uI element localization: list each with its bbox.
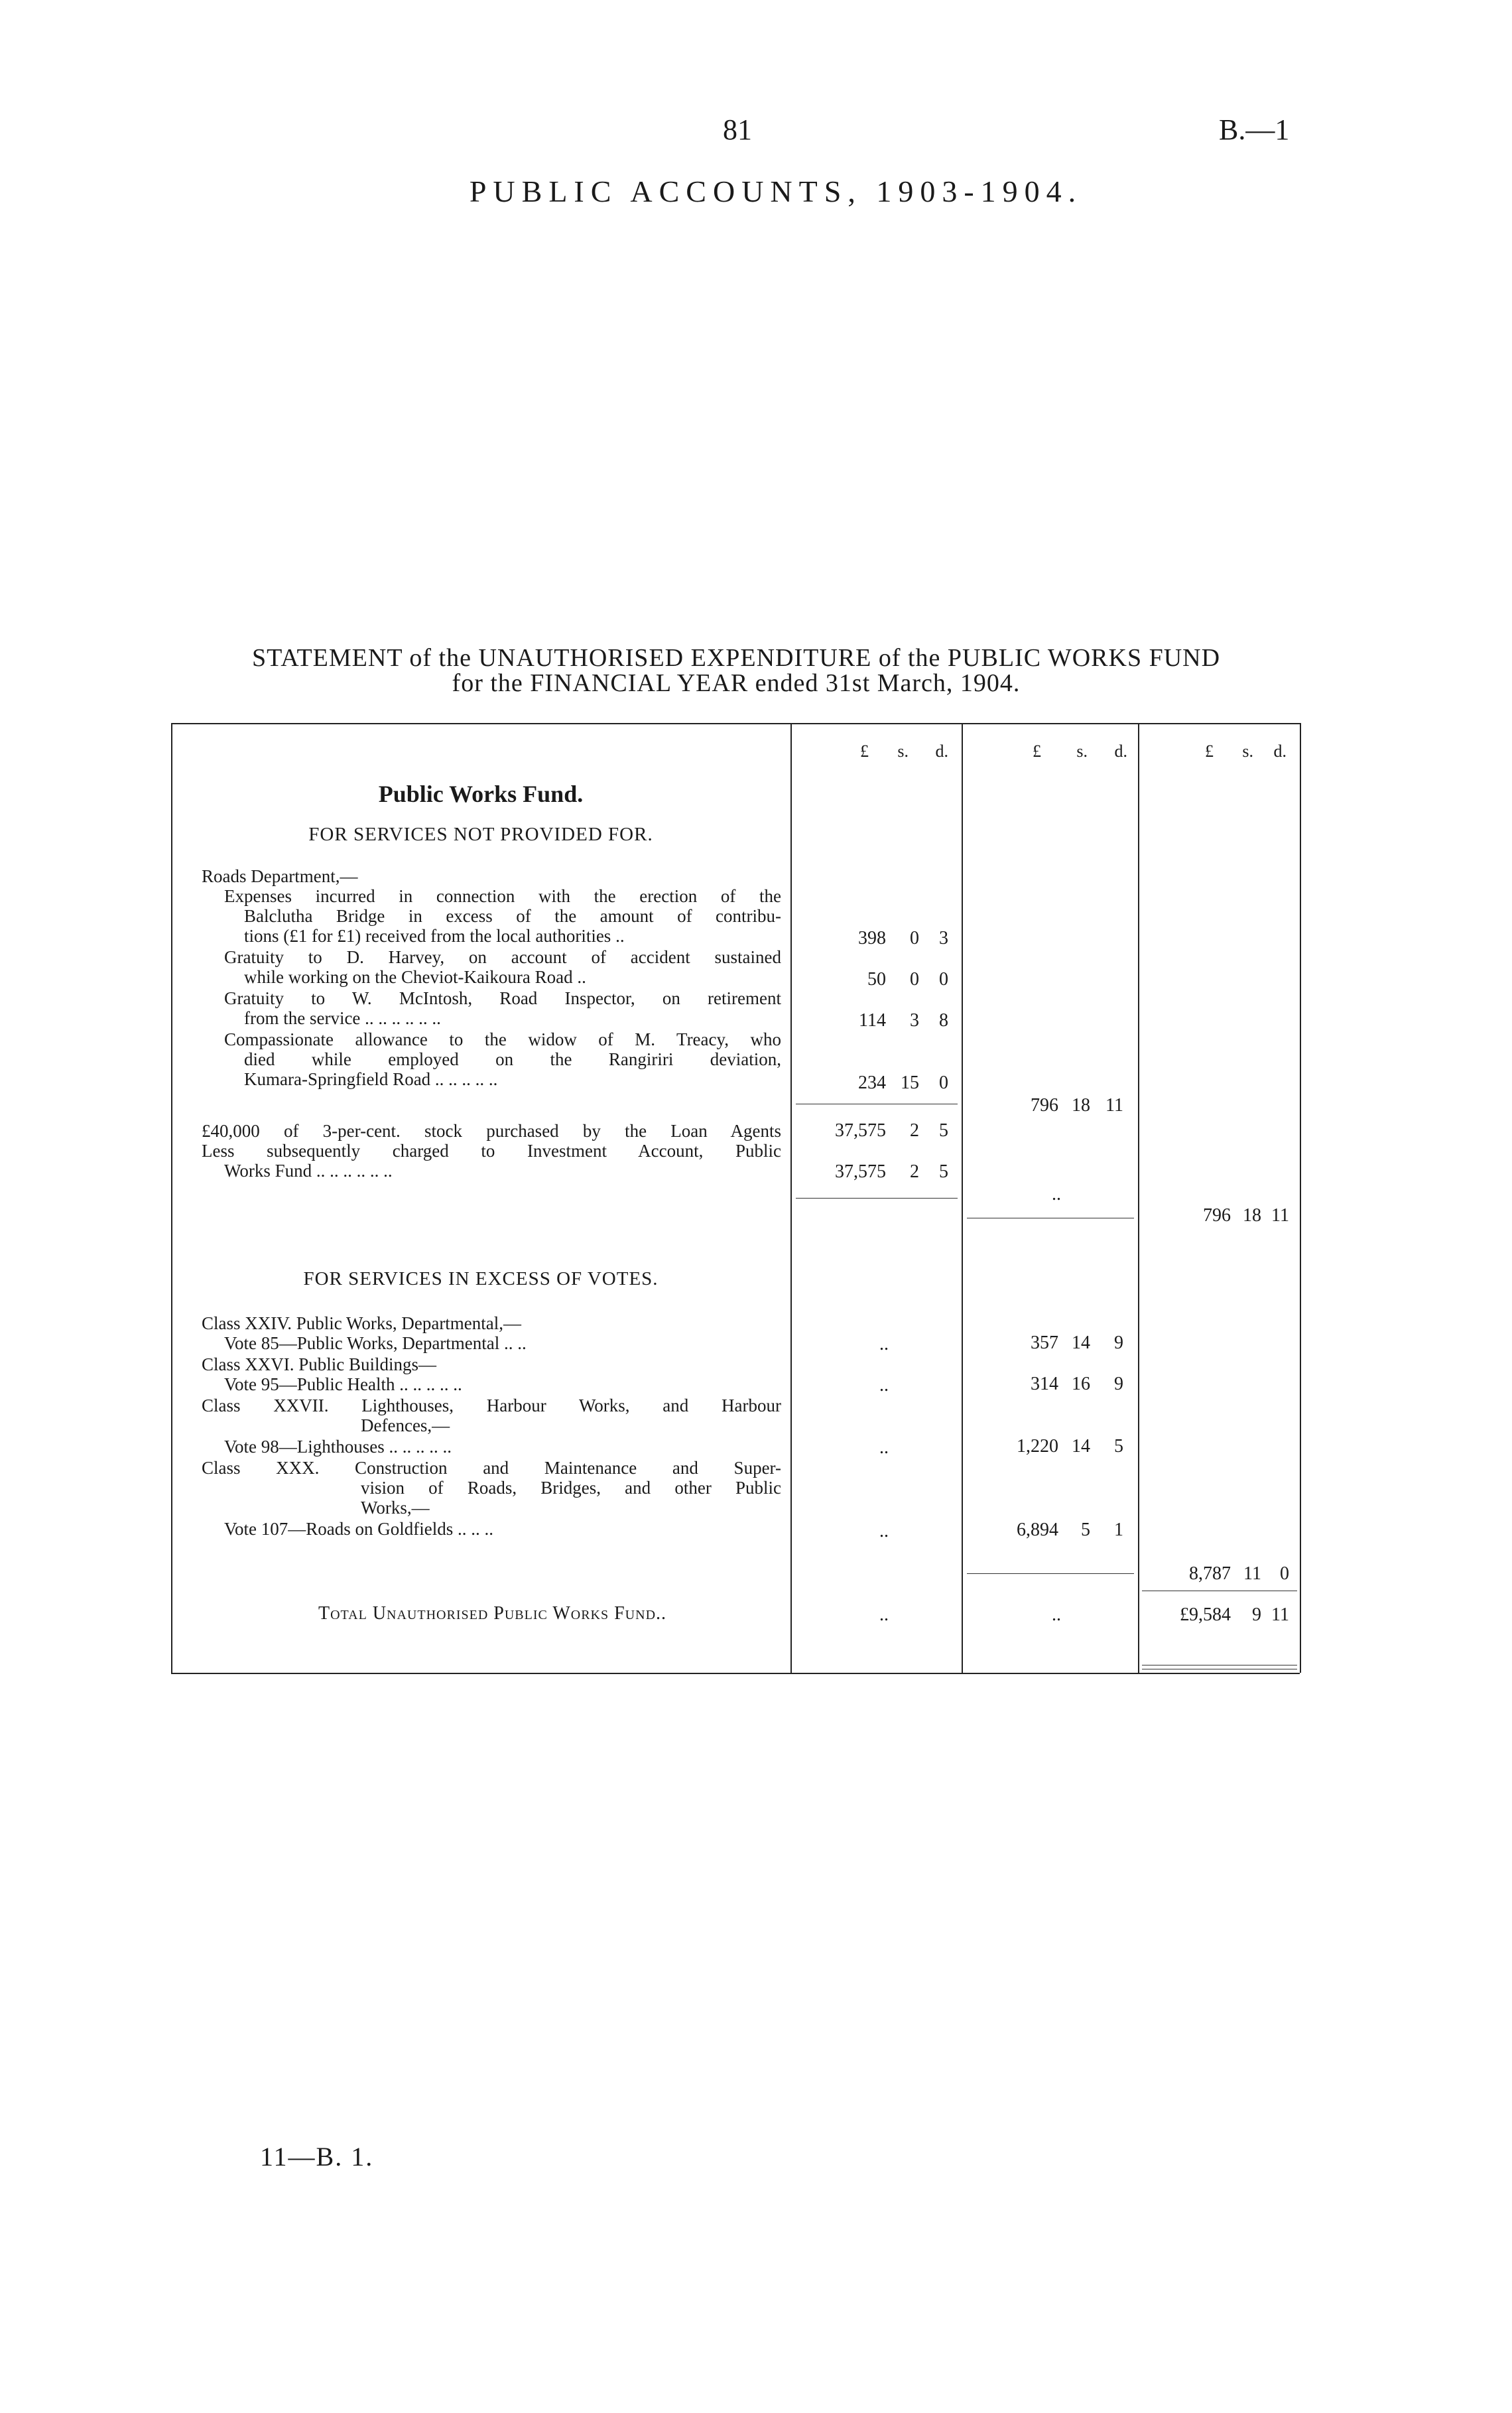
col1-pounds-header: £ — [860, 742, 869, 761]
amount-shillings: 5 — [1081, 1520, 1090, 1540]
table-bottom-rule — [171, 1673, 1300, 1674]
amount-pounds: 398 — [858, 928, 886, 948]
amount-shillings: 14 — [1072, 1436, 1090, 1457]
amount-pounds: 37,575 — [835, 1120, 886, 1141]
col1-dots: .. — [879, 1334, 889, 1354]
amount-pence: 1 — [1114, 1520, 1123, 1540]
col1-pence-header: d. — [935, 742, 948, 761]
grand-total-pounds: £9,584 — [1180, 1604, 1231, 1625]
amount-pence: 5 — [939, 1161, 948, 1182]
amount-pounds: 50 — [867, 969, 886, 990]
section1-total-pounds: 796 — [1203, 1205, 1231, 1226]
col2-shillings-header: s. — [1076, 742, 1088, 761]
section2-total-shillings: 11 — [1243, 1563, 1261, 1584]
col1-dots: .. — [879, 1521, 889, 1541]
stock-purchase-text: £40,000 of 3-per-cent. stock purchased by the Loan Agents — [202, 1121, 781, 1141]
item-text-line: while working on the Cheviot-Kaikoura Road .. — [244, 967, 586, 987]
grand-total-shillings: 9 — [1252, 1604, 1261, 1625]
grand-total-label: Total Unauthorised Public Works Fund.. — [318, 1603, 667, 1624]
section2-total-pounds: 8,787 — [1189, 1563, 1231, 1584]
vote-line: Vote 98—Lighthouses .. .. .. .. .. — [224, 1437, 452, 1457]
amount-shillings: 0 — [910, 928, 919, 948]
col1-shillings-header: s. — [897, 742, 909, 761]
table-top-rule — [171, 723, 1300, 724]
subtotal-pounds: 796 — [1031, 1095, 1058, 1116]
item-text-line: tions (£1 for £1) received from the local authorities .. — [244, 926, 625, 946]
class-line: Class XXVII. Lighthouses, Harbour Works, and Harbour — [202, 1396, 781, 1415]
amount-shillings: 2 — [910, 1120, 919, 1141]
grand-total-pence: 11 — [1271, 1604, 1289, 1625]
item-text-line: Gratuity to W. McIntosh, Road Inspector, on retirement — [224, 988, 781, 1008]
col3-pence-header: d. — [1273, 742, 1287, 761]
table-right-rule — [1300, 723, 1301, 1673]
page-number: 81 — [723, 113, 752, 146]
class-line: Class XXIV. Public Works, Departmental,— — [202, 1313, 522, 1333]
class-line: Class XXX. Construction and Maintenance and Super- — [202, 1458, 781, 1478]
amount-pounds: 37,575 — [835, 1161, 886, 1182]
amount-pence: 3 — [939, 928, 948, 948]
item-text-line: Kumara-Springfield Road .. .. .. .. .. — [244, 1069, 498, 1089]
column-rule-1 — [790, 723, 792, 1673]
amount-shillings: 3 — [910, 1010, 919, 1031]
col1-dots: .. — [879, 1437, 889, 1458]
section2-rule — [967, 1573, 1134, 1574]
amount-pounds: 1,220 — [1017, 1436, 1058, 1457]
section1-total-shillings: 18 — [1243, 1205, 1261, 1226]
amount-shillings: 15 — [901, 1073, 919, 1093]
amount-pounds: 357 — [1031, 1333, 1058, 1353]
amount-shillings: 16 — [1072, 1374, 1090, 1394]
amount-shillings: 14 — [1072, 1333, 1090, 1353]
section1-title: FOR SERVICES NOT PROVIDED FOR. — [308, 824, 653, 845]
amount-pence: 9 — [1114, 1333, 1123, 1353]
subtotal-shillings: 18 — [1072, 1095, 1090, 1116]
page-reference: B.—1 — [1219, 113, 1290, 146]
fund-title: Public Works Fund. — [378, 781, 584, 807]
item-text-line: Works Fund .. .. .. .. .. .. — [224, 1161, 393, 1181]
item-text-line: Compassionate allowance to the widow of M. Treacy, who — [224, 1029, 781, 1049]
section2-title: FOR SERVICES IN EXCESS OF VOTES. — [303, 1268, 659, 1289]
amount-pence: 5 — [939, 1120, 948, 1141]
statement-subheading: for the FINANCIAL YEAR ended 31st March, 1904. — [452, 669, 1021, 697]
section1-rule-col1 — [796, 1198, 958, 1199]
amount-shillings: 2 — [910, 1161, 919, 1182]
grand-total-col2-dots: .. — [1052, 1604, 1061, 1625]
col3-shillings-header: s. — [1242, 742, 1253, 761]
amount-pounds: 6,894 — [1017, 1520, 1058, 1540]
col3-pounds-header: £ — [1205, 742, 1214, 761]
column-rule-2 — [962, 723, 963, 1673]
amount-pence: 0 — [939, 1073, 948, 1093]
running-title: PUBLIC ACCOUNTS, 1903-1904. — [469, 174, 1083, 208]
amount-pence: 8 — [939, 1010, 948, 1031]
section1-total-pence: 11 — [1271, 1205, 1289, 1226]
amount-shillings: 0 — [910, 969, 919, 990]
vote-line: Vote 85—Public Works, Departmental .. .. — [224, 1333, 527, 1353]
item-text-line: Gratuity to D. Harvey, on account of accident sustained — [224, 947, 781, 967]
roads-department-label: Roads Department,— — [202, 866, 358, 886]
subtotal-pence: 11 — [1105, 1095, 1123, 1116]
item-text-line: died while employed on the Rangiriri deviation, — [244, 1049, 781, 1069]
col2-pounds-header: £ — [1033, 742, 1041, 761]
class-line: Defences,— — [361, 1415, 450, 1435]
statement-heading: STATEMENT of the UNAUTHORISED EXPENDITURE of the PUBLIC WORKS FUND — [251, 644, 1221, 672]
section2-total-pence: 0 — [1280, 1563, 1289, 1584]
col1-dots: .. — [879, 1375, 889, 1396]
item-text-line: Balclutha Bridge in excess of the amount of contribu- — [244, 906, 781, 926]
amount-pounds: 114 — [859, 1010, 886, 1031]
column-rule-3 — [1138, 723, 1139, 1673]
table-left-rule — [171, 723, 172, 1673]
class-line: Class XXVI. Public Buildings— — [202, 1354, 437, 1374]
item-text-line: from the service .. .. .. .. .. .. — [244, 1008, 441, 1028]
item-text-line: Expenses incurred in connection with the erection of the — [224, 886, 781, 906]
grand-total-col1-dots: .. — [879, 1604, 889, 1625]
net-dots: .. — [1052, 1184, 1061, 1205]
col2-pence-header: d. — [1114, 742, 1127, 761]
class-line: Works,— — [361, 1498, 430, 1518]
amount-pence: 0 — [939, 969, 948, 990]
vote-line: Vote 95—Public Health .. .. .. .. .. — [224, 1374, 462, 1394]
footer-reference: 11—B. 1. — [260, 2142, 374, 2172]
amount-pence: 5 — [1114, 1436, 1123, 1457]
vote-line: Vote 107—Roads on Goldfields .. .. .. — [224, 1519, 493, 1539]
amount-pounds: 234 — [858, 1073, 886, 1093]
class-line: vision of Roads, Bridges, and other Public — [361, 1478, 781, 1498]
item-text-line: Less subsequently charged to Investment Account, Public — [202, 1141, 781, 1161]
amount-pounds: 314 — [1031, 1374, 1058, 1394]
amount-pence: 9 — [1114, 1374, 1123, 1394]
